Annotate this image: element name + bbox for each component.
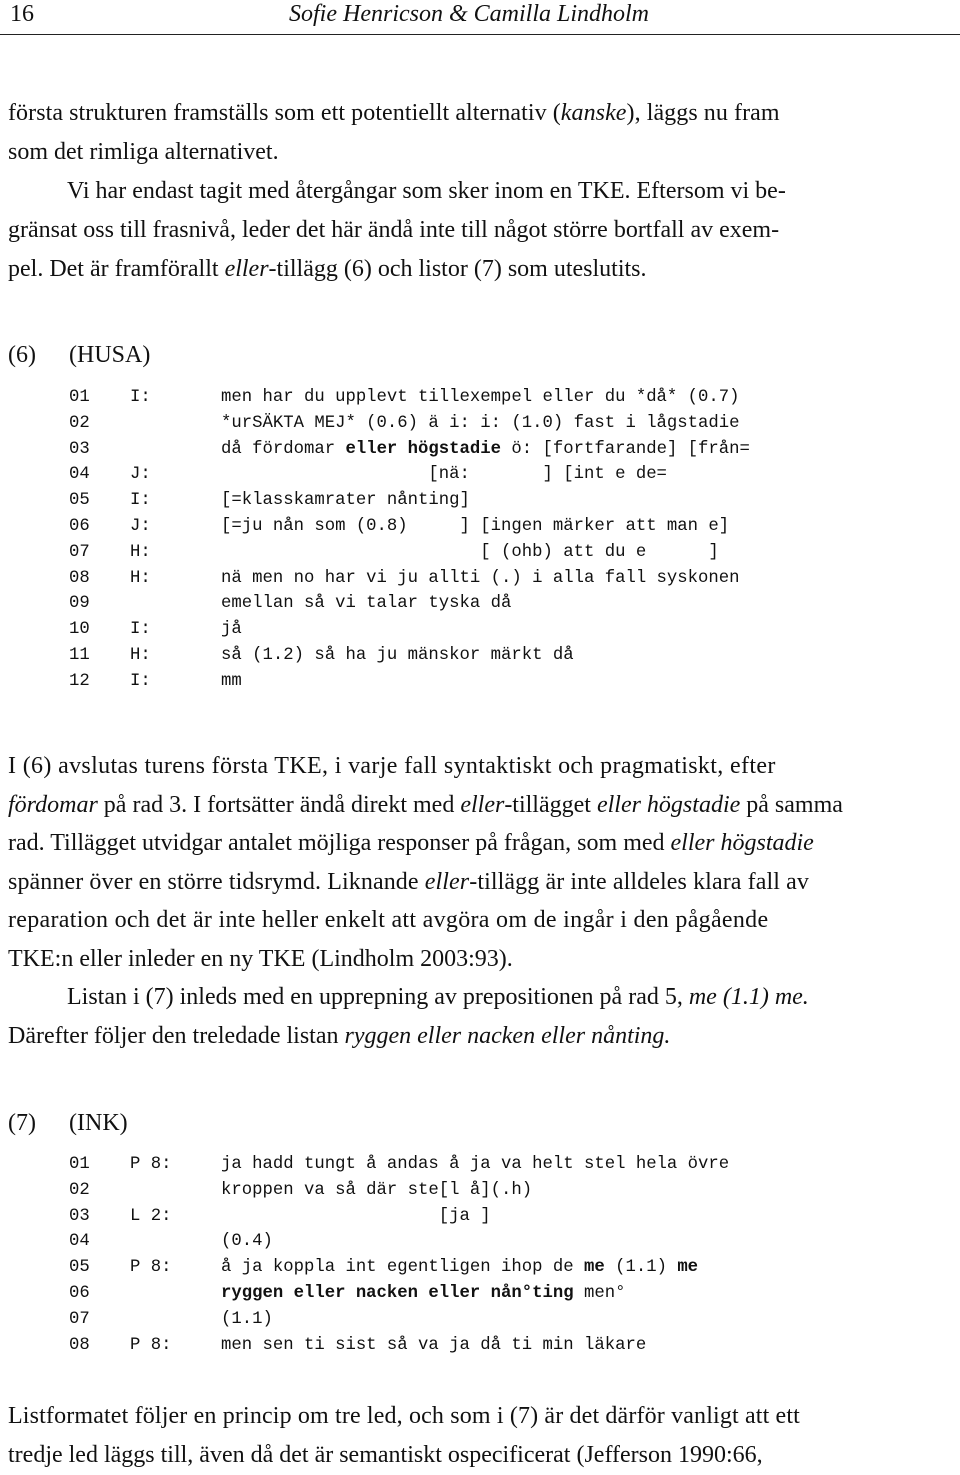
text-line: I (6) avslutas turens första TKE, i varje fall syntaktiskt och pragmatiskt, efter (8, 753, 776, 779)
example-label: (INK) (69, 1110, 128, 1136)
text-line: Listan i (7) inleds med en upprepning av prepositionen på rad 5, me (1.1) me. (67, 984, 809, 1010)
text-line: TKE:n eller inleder en ny TKE (Lindholm 2003:93). (8, 945, 513, 972)
text-line: Därefter följer den treledade listan ryggen eller nacken eller nånting. (8, 1022, 671, 1049)
text-line: första strukturen framställs som ett potentiellt alternativ (kanske), läggs nu fram (8, 100, 780, 126)
transcript-example-6: 01 I: men har du upplevt tillexempel eller du *då* (0.7) 02 *urSÄKTA MEJ* (0.6) ä i: i: (1.0) fast i lågstadie 03 då fördomar eller högstadie ö: [fortfarande] [från= 04 J: [nä: ] [int e de= 05 I: [=klasskamrater nånting] 06 J: [=ju nån som (0.8) ] [ingen märker att man e] 07 H: [ (ohb) att du e ] 08 H: nä men no har vi ju allti (.) i alla fall syskonen 09 emellan så vi talar tyska då 10 I: jå 11 H: så (1.2) så ha ju mänskor märkt då 12 I: mm (69, 388, 750, 691)
example-number: (7) (8, 1110, 36, 1136)
page-number: 16 (10, 1, 34, 27)
text-line: rad. Tillägget utvidgar antalet möjliga responser på frågan, som med eller högstadie (8, 830, 814, 856)
example-label: (HUSA) (69, 342, 151, 368)
example-number: (6) (8, 342, 36, 368)
text-line: Listformatet följer en princip om tre led, och som i (7) är det därför vanligt att ett (8, 1403, 800, 1429)
text-line: spänner över en större tidsrymd. Liknande eller-tillägg är inte alldeles klara fall av (8, 868, 809, 895)
running-header (0, 0, 960, 35)
text-line: som det rimliga alternativet. (8, 139, 279, 165)
text-line: pel. Det är framförallt eller-tillägg (6) och listor (7) som uteslutits. (8, 256, 647, 282)
text-line: reparation och det är inte heller enkelt att avgöra om de ingår i den pågående (8, 907, 769, 933)
text-line: fördomar på rad 3. I fortsätter ändå direkt med eller-tillägget eller högstadie på samma (8, 791, 843, 818)
text-line: gränsat oss till frasnivå, leder det här ändå inte till något större bortfall av exem- (8, 217, 780, 243)
running-title: Sofie Henricson & Camilla Lindholm (289, 1, 649, 27)
text-line: Vi har endast tagit med återgångar som sker inom en TKE. Eftersom vi be- (67, 178, 786, 204)
text-line: tredje led läggs till, även då det är semantiskt ospecificerat (Jefferson 1990:66, (8, 1441, 763, 1468)
transcript-example-7: 01 P 8: ja hadd tungt å andas å ja va helt stel hela övre 02 kroppen va så där ste[l å](.h) 03 L 2: [ja ] 04 (0.4) 05 P 8: å ja koppla int egentligen ihop de me (1.1) me 06 ryggen eller nacken eller nån°ting men° 07 (1.1) 08 P 8: men sen ti sist så va ja då ti min läkare (69, 1155, 730, 1355)
